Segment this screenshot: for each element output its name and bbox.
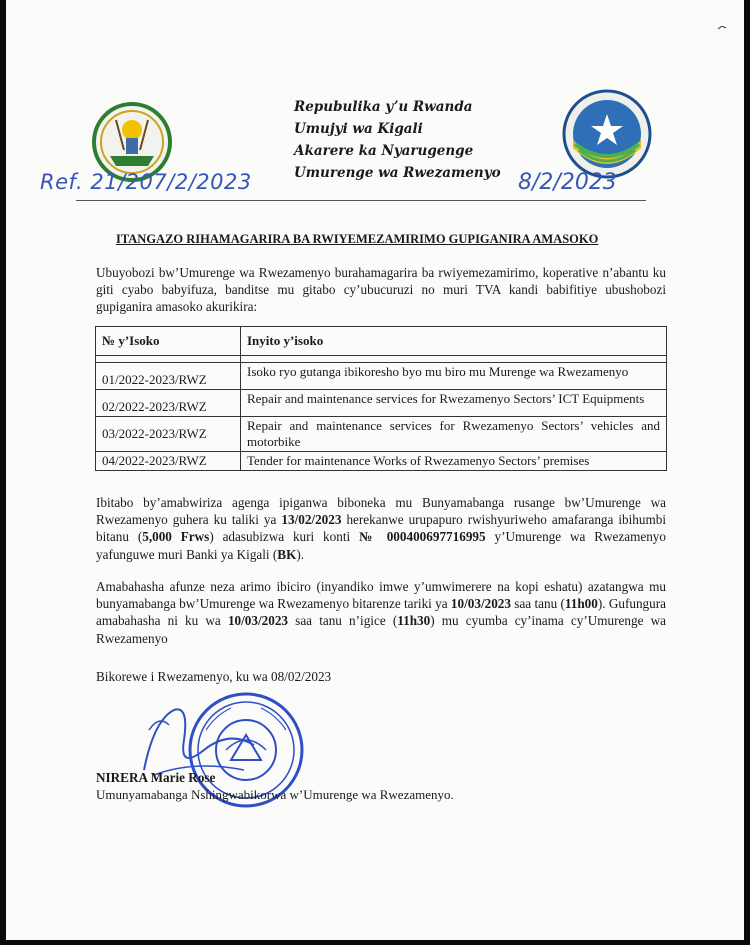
bold-time: 11h00: [564, 596, 598, 612]
place-and-date: Bikorewe i Rwezamenyo, ku wa 08/02/2023: [96, 669, 332, 684]
text-run: saa tanu n’igice (: [288, 613, 398, 629]
tender-description: Isoko ryo gutanga ibikoresho byo mu biro mu Murenge wa Rwezamenyo: [241, 363, 667, 390]
text-run: ).: [296, 546, 305, 562]
text-run: saa tanu (: [511, 596, 565, 612]
table-row: [96, 363, 667, 390]
intro-paragraph: Ubuyobozi bw’Umurenge wa Rwezamenyo burahamagarira ba rwiyemezamirimo, koperative n’abantu ku giti cyabo babyifuza, banditse mu gitabo cy’ubucuruzi no muri TVA kandi babifitiye ubushobozi gupiganira amasoko akurikira:: [96, 265, 666, 315]
pen-mark-icon: [718, 26, 726, 30]
table-row: [96, 452, 667, 471]
bold-bank: BK: [277, 546, 297, 562]
tenders-table: [95, 326, 667, 471]
table-row: [96, 417, 667, 452]
tender-code: 03/2022-2023/RWZ: [96, 417, 241, 452]
column-header-number: № y’Isoko: [96, 327, 241, 356]
tender-code: 01/2022-2023/RWZ: [96, 363, 241, 390]
header-line: Repubulika y’u Rwanda: [294, 99, 473, 115]
handwritten-date: 8/2/2023: [518, 170, 617, 195]
documents-paragraph: [96, 494, 666, 563]
header-block: [294, 96, 501, 184]
bold-opening-date: 10/03/2023: [227, 613, 289, 629]
text-run: y’Umurenge wa Rwezamenyo yafunguwe muri Banki ya Kigali (: [96, 529, 666, 562]
column-header-title: Inyito y’isoko: [241, 327, 667, 356]
tender-code: 04/2022-2023/RWZ: [96, 452, 241, 471]
text-run: herekanwe urupapuro rwishyuriweho amafaranga ibihumbi bitanu (: [96, 512, 667, 545]
bold-amount: 5,000 Frws: [142, 529, 210, 545]
tender-description: Repair and maintenance services for Rwezamenyo Sectors’ vehicles and motorbike: [241, 417, 667, 452]
document-page: [6, 0, 744, 940]
submission-paragraph: [96, 578, 666, 647]
kigali-city-emblem-icon: [561, 88, 653, 180]
tender-description: Repair and maintenance services for Rwezamenyo Sectors’ ICT Equipments: [241, 390, 667, 417]
header-line: Umujyi wa Kigali: [294, 121, 423, 137]
table-spacer: [96, 356, 667, 363]
bold-deadline: 10/03/2023: [450, 596, 511, 612]
text-run: ). Gufungura amabahasha ni ku wa: [96, 596, 666, 629]
tender-code: 02/2022-2023/RWZ: [96, 390, 241, 417]
signatory-title: Umunyamabanga Nshingwabikorwa w’Umurenge wa Rwezamenyo.: [96, 787, 454, 802]
document-title: ITANGAZO RIHAMAGARIRA BA RWIYEMEZAMIRIMO GUPIGANIRA AMASOKO: [116, 232, 599, 246]
text-run: Amabahasha afunze neza arimo ibiciro (inyandiko imwe y’umwimerere na kopi eshatu) azatangwa mu bunyamabanga bw’Umurenge wa Rwezamenyo bitarenze tariki ya: [96, 579, 666, 612]
tender-description: Tender for maintenance Works of Rwezamenyo Sectors’ premises: [241, 452, 667, 471]
text-run: ) mu cyumba cy’inama cy’Umurenge wa Rwezamenyo: [96, 613, 666, 646]
header-divider: [76, 200, 646, 201]
table-row: [96, 390, 667, 417]
bold-opening-time: 11h30: [397, 613, 431, 629]
text-run: Ibitabo by’amabwiriza agenga ipiganwa biboneka mu Bunyamabanga rusange bw’Umurenge wa Rwezamenyo guhera ku taliki ya: [96, 495, 666, 528]
bold-account: № 000400697716995: [359, 529, 486, 545]
text-run: ) adasubizwa kuri konti: [209, 529, 360, 545]
header-line: Umurenge wa Rwezamenyo: [294, 165, 501, 181]
handwritten-reference: Ref. 21/207/2/2023: [40, 170, 252, 194]
header-line: Akarere ka Nyarugenge: [294, 143, 474, 159]
bold-date: 13/02/2023: [281, 512, 342, 528]
table-header-row: [96, 327, 667, 356]
signatory-name: NIRERA Marie Rose: [96, 770, 216, 785]
